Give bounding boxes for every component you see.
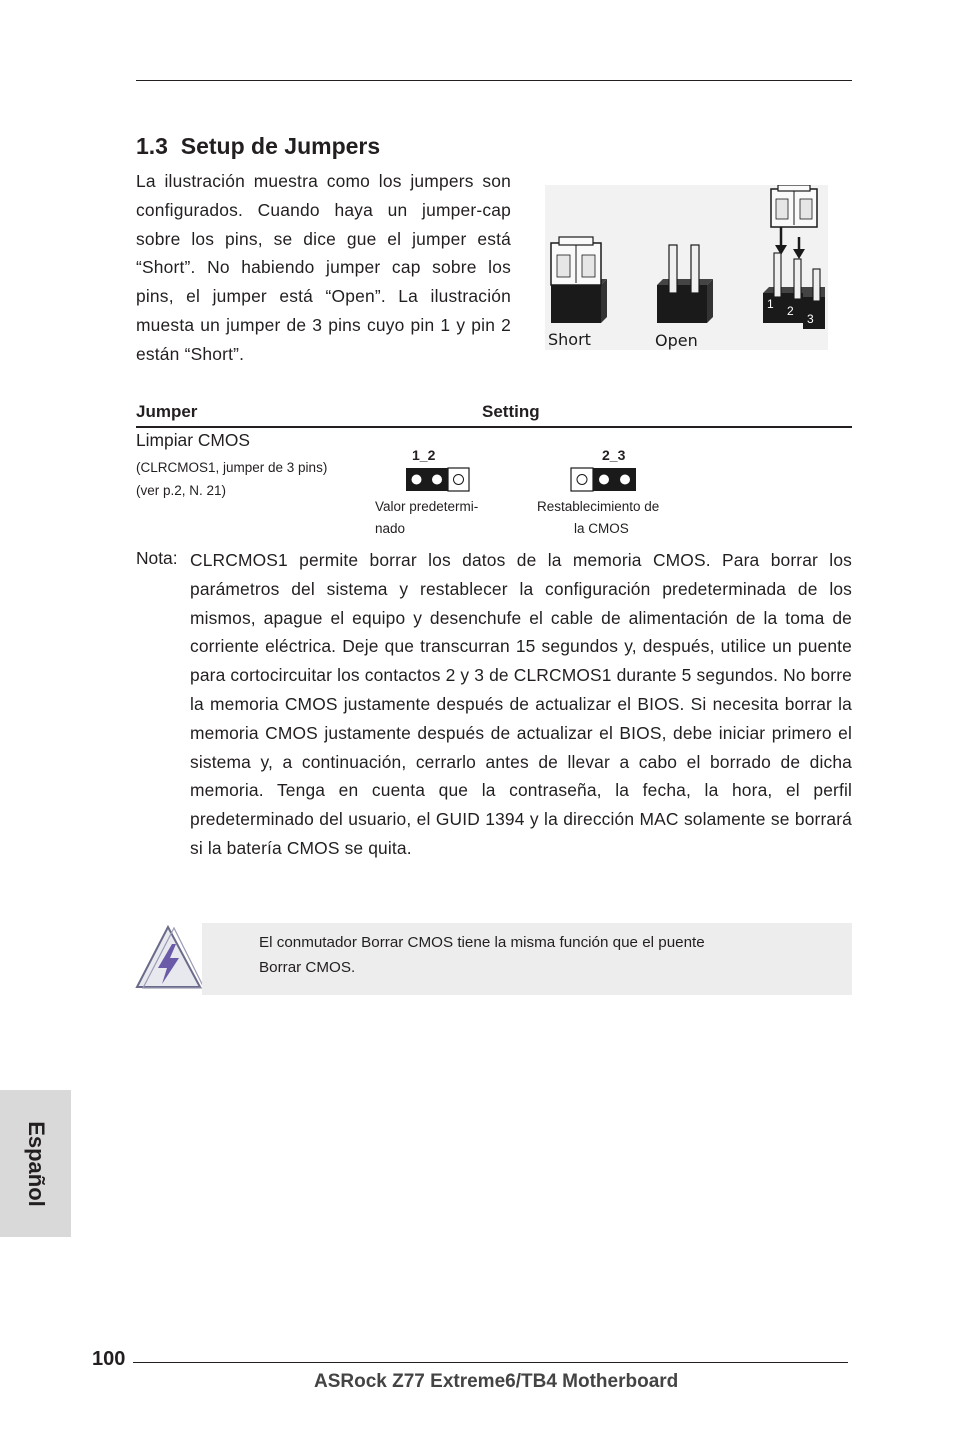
open-label: Open (655, 331, 698, 350)
callout-line-1: El conmutador Borrar CMOS tiene la misma función que el puente (259, 934, 705, 951)
note-label: Nota: (136, 548, 178, 568)
open-jumper-icon (657, 245, 713, 323)
section-title: 1.3 Setup de Jumpers (136, 133, 381, 159)
option-2-caption-1: Restablecimiento de (537, 499, 660, 514)
table-header-jumper: Jumper (136, 402, 198, 421)
jumper-detail-1: (CLRCMOS1, jumper de 3 pins) (136, 460, 328, 475)
jumper-detail-2: (ver p.2, N. 21) (136, 483, 227, 498)
pin-number-1: 1 (767, 297, 774, 311)
page-number: 100 (92, 1348, 126, 1370)
jumper-name: Limpiar CMOS (136, 430, 251, 450)
footer-rule (133, 1362, 848, 1363)
table-header-rule (136, 426, 852, 428)
option-2-pins-label: 2_3 (602, 447, 626, 463)
option-2-caption-2: la CMOS (574, 521, 629, 536)
option-1-caption-2: nado (375, 521, 406, 536)
intro-paragraph: La ilustración muestra como los jumpers son configurados. Cuando haya un jumper-cap sobre los pins, se dice gue el jumper está “Short”. No habiendo jumper cap sobre los pins, el jumper está “Open”. La ilustración muesta un jumper de 3 pins cuyo pin 1 y pin 2 están “Short”. (136, 171, 511, 364)
callout-line-2: Borrar CMOS. (259, 959, 356, 976)
language-side-tab (0, 1090, 71, 1237)
jumper-1-2-icon (405, 467, 471, 493)
three-pin-jumper-icon (763, 185, 825, 329)
short-jumper-icon (551, 237, 607, 323)
short-label: Short (548, 330, 591, 349)
pin-number-3: 3 (807, 312, 814, 326)
table-header-setting: Setting (482, 402, 540, 421)
jumper-diagram (545, 185, 828, 350)
note-text: CLRCMOS1 permite borrar los datos de la memoria CMOS. Para borrar los parámetros del sistema y restablecer la configuración predeterminada de los mismos, apague el equipo y desenchufe el cable de alimentación de la toma de corriente eléctrica. Deje que transcurran 15 segundos y, después, utilice un puente para cortocircuitar los contactos 2 y 3 de CLRCMOS1 durante 5 segundos. No borre la memoria CMOS justamente después de actualizar el BIOS. Si necesita borrar la memoria CMOS justamente después de actualizar el BIOS, debe iniciar primero el sistema y, a continuación, cerrarlo antes de llevar a cabo el borrado de dicha memoria. Tenga en cuenta que la contraseña, la fecha, la hora, el perfil predeterminado del usuario, el GUID 1394 y la dirección MAC solamente se borrará si la batería CMOS se quita. (190, 550, 852, 858)
jumper-2-3-icon (570, 467, 638, 493)
header-rule (136, 80, 852, 81)
option-1-caption-1: Valor predetermi- (375, 499, 479, 514)
callout-text (259, 930, 819, 980)
jumper-illustration (545, 185, 828, 350)
language-label: Español (23, 1120, 49, 1207)
warning-lightning-icon (134, 924, 204, 992)
option-1-pins-label: 1_2 (412, 447, 436, 463)
footer-title: ASRock Z77 Extreme6/TB4 Motherboard (314, 1371, 679, 1392)
pin-number-2: 2 (787, 304, 794, 318)
